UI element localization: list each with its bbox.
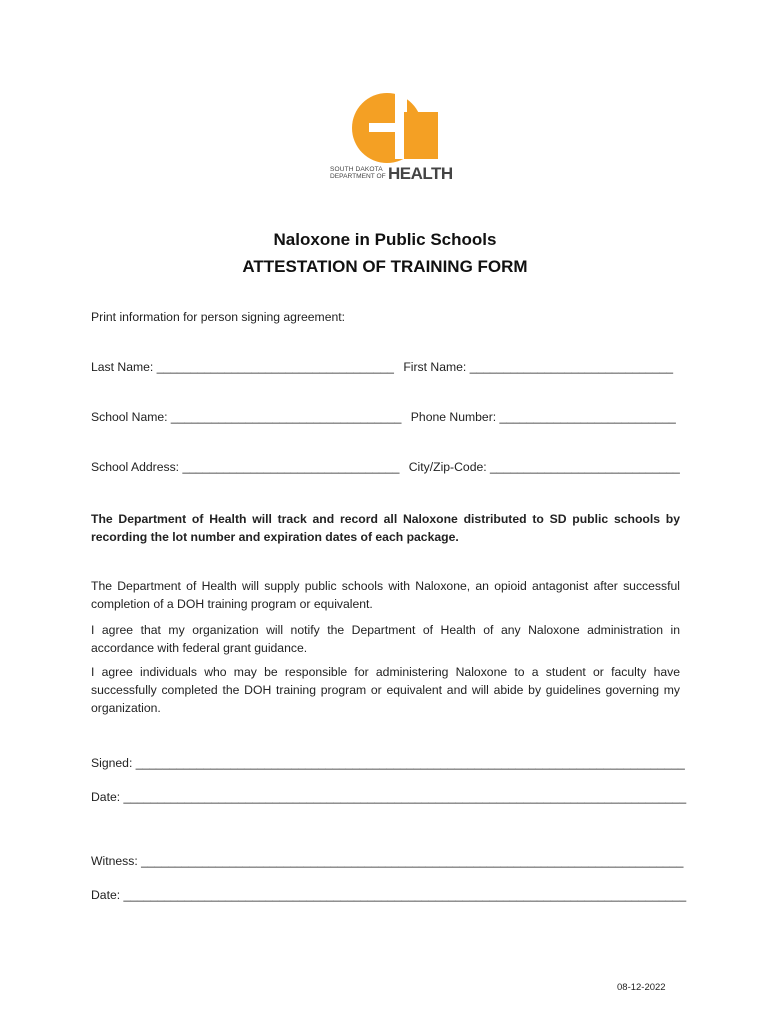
signed-date-field[interactable]: Date: ___________________________________________________________________________________ — [91, 790, 687, 804]
notify-paragraph: I agree that my organization will notify the Department of Health of any Naloxone administration in accordance with federal grant guidance. — [91, 623, 680, 655]
intro-text: Print information for person signing agreement: — [91, 310, 346, 324]
first-name-field[interactable]: First Name: ______________________________ — [403, 360, 674, 374]
logo-health-text: HEALTH — [388, 164, 453, 183]
sd-department-of-health-logo — [325, 90, 453, 185]
school-row — [91, 410, 676, 424]
last-name-field[interactable]: Last Name: ___________________________________ — [91, 360, 394, 374]
school-address-field[interactable]: School Address: ________________________________ — [91, 460, 400, 474]
title-line-1: Naloxone in Public Schools — [273, 230, 497, 249]
form-title — [0, 228, 770, 279]
tracking-statement: The Department of Health will track and record all Naloxone distributed to SD public schools by recording the lot number and expiration dates of each package. — [91, 512, 680, 544]
title-line-2: ATTESTATION OF TRAINING FORM — [242, 257, 528, 276]
logo-department-text: DEPARTMENT OF — [330, 173, 386, 180]
address-row — [91, 460, 680, 474]
name-row — [91, 360, 673, 374]
training-paragraph: I agree individuals who may be responsible for administering Naloxone to a student or faculty have successfully completed the DOH training program or equivalent and will abide by guidelines governing my organization. — [91, 665, 680, 715]
witness-date-field[interactable]: Date: ___________________________________________________________________________________ — [91, 888, 687, 902]
signed-field[interactable]: Signed: _________________________________________________________________________________ — [91, 756, 685, 770]
witness-field[interactable]: Witness: ________________________________________________________________________________ — [91, 854, 684, 868]
supply-paragraph: The Department of Health will supply public schools with Naloxone, an opioid antagonist after successful completion of a DOH training program or equivalent. — [91, 579, 680, 611]
revision-date: 08-12-2022 — [617, 982, 666, 993]
school-name-field[interactable]: School Name: __________________________________ — [91, 410, 402, 424]
logo-state-text: SOUTH DAKOTA — [330, 166, 383, 173]
phone-number-field[interactable]: Phone Number: __________________________ — [410, 410, 676, 424]
city-zip-field[interactable]: City/Zip-Code: ____________________________ — [408, 460, 680, 474]
